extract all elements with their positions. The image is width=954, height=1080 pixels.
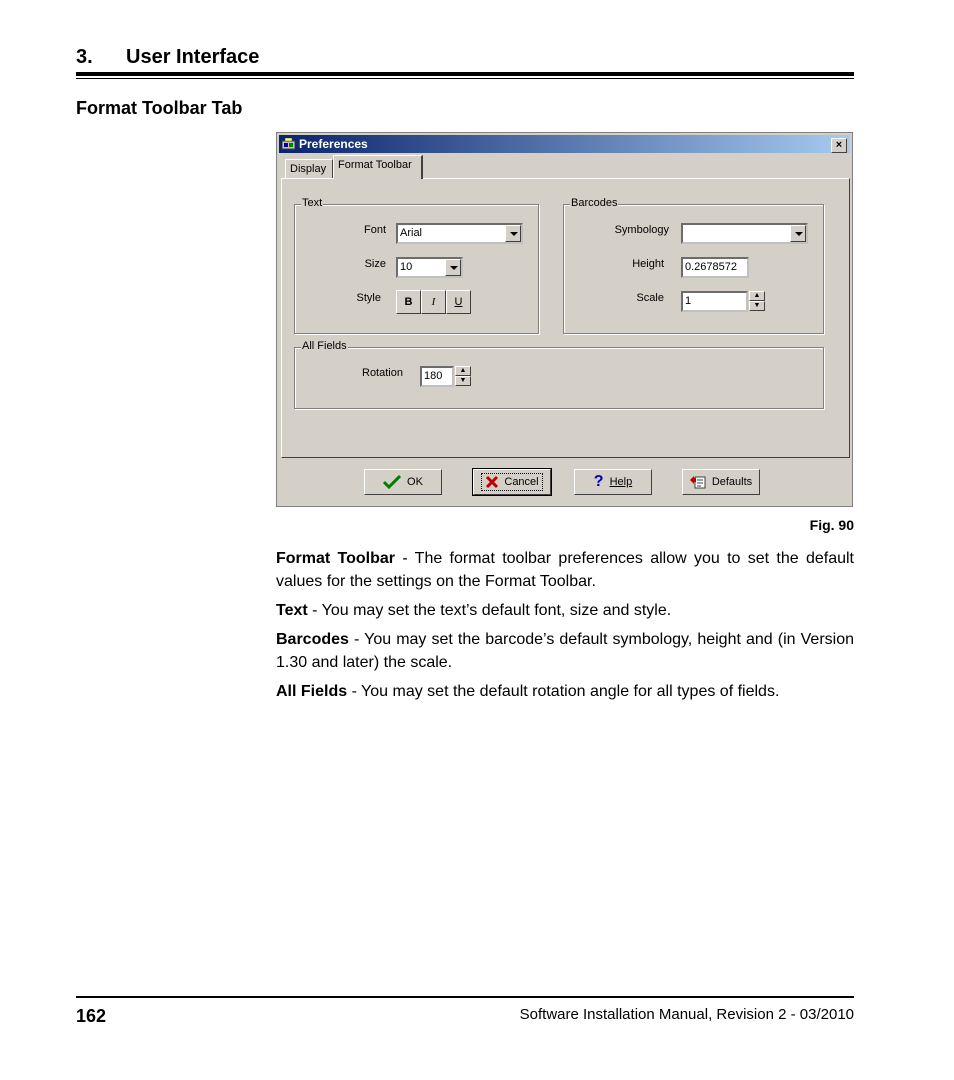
defaults-icon <box>690 475 706 489</box>
defaults-label: Defaults <box>711 476 753 488</box>
paragraph-all-fields <box>276 680 854 703</box>
header-rule-thin <box>76 78 854 79</box>
symbology-dropdown-arrow-icon[interactable] <box>790 225 806 242</box>
cancel-button[interactable] <box>473 469 551 495</box>
definition: - You may set the default rotation angle for all types of fields. <box>347 683 780 700</box>
dialog-titlebar[interactable] <box>279 135 850 153</box>
help-label: Help <box>609 476 633 488</box>
header-rule <box>76 72 854 76</box>
term: Barcodes <box>276 631 349 648</box>
footer-rule <box>76 996 854 998</box>
section-number: 3. <box>76 46 93 68</box>
text-group-label: Text <box>302 197 323 209</box>
cancel-label: Cancel <box>504 476 539 488</box>
size-value: 10 <box>400 261 413 273</box>
definition: - The format toolbar preferences allow you to set the default values for the settings on the Format Toolbar. <box>276 550 854 590</box>
tab-panel <box>281 178 850 458</box>
tab-display-label: Display <box>290 163 327 175</box>
x-icon <box>485 475 499 489</box>
defaults-button[interactable] <box>682 469 760 495</box>
spin-down-icon[interactable]: ▼ <box>749 301 765 311</box>
spin-down-icon[interactable]: ▼ <box>455 376 471 386</box>
dialog-title: Preferences <box>299 137 368 151</box>
style-label: Style <box>356 292 381 304</box>
definition: - You may set the barcode’s default symbology, height and (in Version 1.30 and later) the scale. <box>276 631 854 671</box>
footer-doc-info: Software Installation Manual, Revision 2 - 03/2010 <box>519 1006 854 1023</box>
symbology-select[interactable] <box>681 223 808 244</box>
help-button[interactable] <box>574 469 652 495</box>
height-input[interactable] <box>681 257 749 278</box>
scale-label: Scale <box>636 292 664 304</box>
definition: - You may set the text’s default font, size and style. <box>307 602 672 619</box>
tab-display[interactable] <box>285 159 333 179</box>
text-group <box>294 197 539 334</box>
scale-value: 1 <box>685 295 692 307</box>
tab-format-toolbar-label: Format Toolbar <box>338 159 412 171</box>
question-icon: ? <box>593 473 604 490</box>
term: Text <box>276 602 308 619</box>
size-dropdown-arrow-icon[interactable] <box>445 259 461 276</box>
size-select[interactable] <box>396 257 463 278</box>
section-title: User Interface <box>126 46 260 68</box>
ok-label: OK <box>407 476 423 488</box>
all-fields-group <box>294 340 824 409</box>
tab-format-toolbar[interactable] <box>333 155 423 179</box>
close-button[interactable] <box>831 138 847 153</box>
subsection-title: Format Toolbar Tab <box>76 98 243 118</box>
spin-up-icon[interactable]: ▲ <box>749 291 765 301</box>
figure-caption: Fig. 90 <box>809 517 854 533</box>
barcodes-group <box>563 197 824 334</box>
rotation-label: Rotation <box>362 367 403 379</box>
scale-spinner[interactable] <box>749 291 765 312</box>
bold-button[interactable]: B <box>396 290 421 314</box>
paragraph-barcodes <box>276 628 854 674</box>
font-value: Arial <box>400 227 423 239</box>
scale-input[interactable] <box>681 291 748 312</box>
term: All Fields <box>276 683 348 700</box>
close-icon: × <box>835 139 843 151</box>
height-value: 0.2678572 <box>685 261 737 273</box>
size-label: Size <box>364 258 386 270</box>
font-dropdown-arrow-icon[interactable] <box>505 225 521 242</box>
paragraph-text <box>276 599 854 622</box>
ok-button[interactable] <box>364 469 442 495</box>
barcodes-group-label: Barcodes <box>571 197 618 209</box>
rotation-spinner[interactable] <box>455 366 471 387</box>
font-select[interactable] <box>396 223 523 244</box>
all-fields-group-label: All Fields <box>302 340 347 352</box>
preferences-dialog <box>276 132 853 507</box>
page-number: 162 <box>76 1006 107 1026</box>
underline-button[interactable]: U <box>446 290 471 314</box>
spin-up-icon[interactable]: ▲ <box>455 366 471 376</box>
height-label: Height <box>632 258 664 270</box>
symbology-label: Symbology <box>614 224 669 236</box>
italic-button[interactable]: I <box>421 290 446 314</box>
term: Format Toolbar <box>276 550 396 567</box>
rotation-value: 180 <box>424 370 443 382</box>
paragraph-format-toolbar <box>276 547 854 593</box>
preferences-icon <box>282 138 295 150</box>
font-label: Font <box>363 224 386 236</box>
rotation-input[interactable] <box>420 366 454 387</box>
checkmark-icon <box>383 475 401 489</box>
